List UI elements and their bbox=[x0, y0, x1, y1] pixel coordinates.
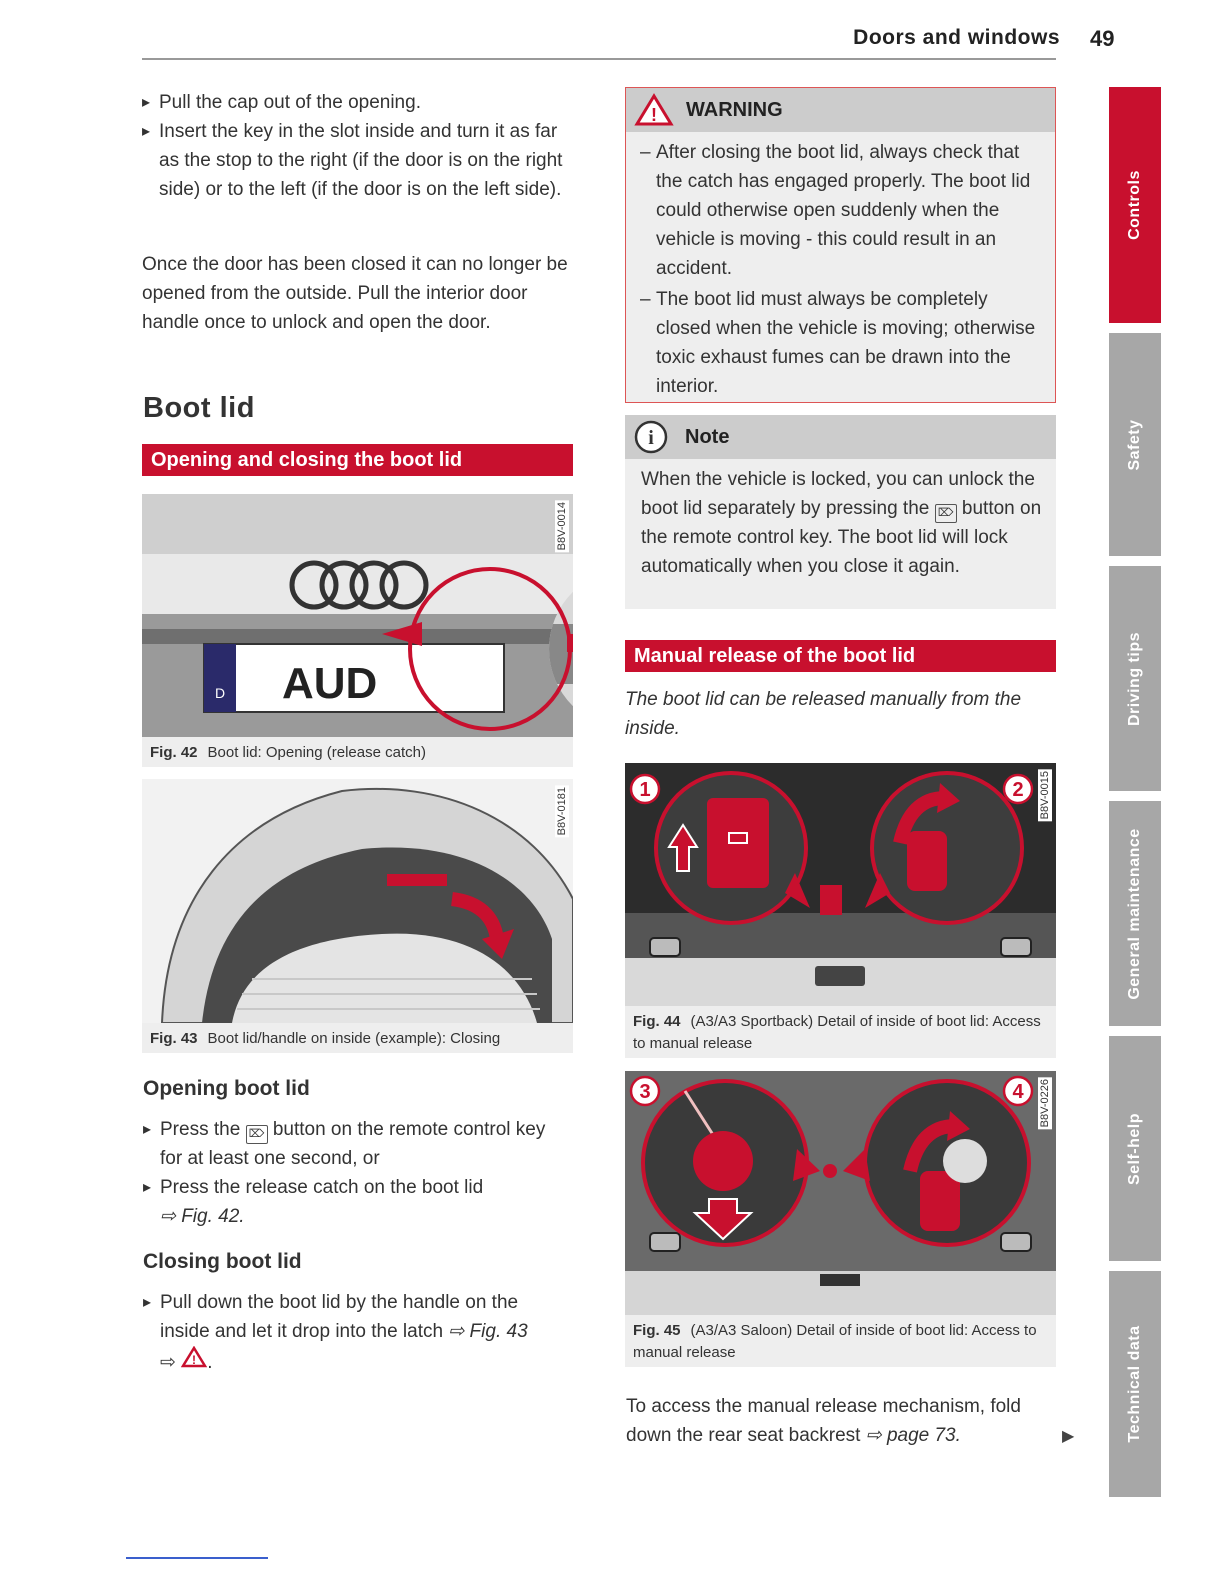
warning-box bbox=[625, 87, 1056, 403]
access-release-text bbox=[626, 1392, 1058, 1450]
tab-controls-label: Controls bbox=[1126, 170, 1143, 240]
figure-44-number: Fig. 44 bbox=[633, 1013, 681, 1030]
manual-release-saloon-illustration bbox=[625, 1071, 1056, 1315]
warning-reference-arrow[interactable]: ⇨ bbox=[160, 1352, 176, 1373]
warning-triangle-icon bbox=[634, 93, 674, 127]
figure-43-caption bbox=[142, 1023, 573, 1053]
warning-item-catch: – After closing the boot lid, always check that the catch has engaged properly. The boot lid could otherwise open suddenly when the vehicle is moving - this could result in an accident. bbox=[626, 138, 1045, 283]
red-heading-opening-closing: Opening and closing the boot lid bbox=[142, 444, 573, 476]
fig42-reference[interactable]: ⇨ Fig. 42. bbox=[160, 1206, 245, 1227]
info-icon bbox=[633, 419, 669, 455]
bullet-press-button bbox=[143, 1115, 563, 1173]
note-text-pre: When the vehicle is locked, you can unlock the boot lid separately by pressing the bbox=[641, 469, 1035, 519]
figure-45-caption-text: (A3/A3 Saloon) Detail of inside of boot lid: Access to manual release bbox=[633, 1322, 1037, 1361]
header-rule bbox=[142, 58, 1056, 60]
tab-general-maintenance[interactable] bbox=[1109, 801, 1161, 1026]
figure-42-code: B8V-0014 bbox=[556, 502, 568, 551]
figure-42-caption bbox=[142, 737, 573, 767]
svg-text:i: i bbox=[648, 427, 654, 449]
bullet-pull-cap: ▸ Pull the cap out of the opening. bbox=[142, 88, 574, 117]
svg-text:!: ! bbox=[192, 1353, 197, 1367]
footer-link-rule bbox=[126, 1557, 268, 1559]
warning-header bbox=[626, 88, 1055, 132]
page-73-reference[interactable]: ⇨ page 73. bbox=[865, 1425, 961, 1446]
closing-bullets bbox=[143, 1288, 573, 1377]
figure-45-code: B8V-0226 bbox=[1039, 1079, 1051, 1128]
figure-45-caption bbox=[625, 1315, 1056, 1367]
tab-self-help-label: Self-help bbox=[1126, 1112, 1143, 1185]
marker-2: 2 bbox=[1012, 779, 1024, 801]
figure-43-image bbox=[142, 779, 573, 1023]
bullet-pull-down: ▸ Pull down the boot lid by the handle on the inside and let it drop into the latch ⇨ Fig. 43 ⇨ ! . bbox=[143, 1288, 573, 1377]
figure-43-caption-text: Boot lid/handle on inside (example): Closing bbox=[207, 1030, 501, 1047]
figure-42-caption-text: Boot lid: Opening (release catch) bbox=[207, 744, 426, 761]
subhead-closing-boot-lid: Closing boot lid bbox=[143, 1250, 302, 1273]
figure-44-caption-text: (A3/A3 Sportback) Detail of inside of boot lid: Access to manual release bbox=[633, 1013, 1041, 1052]
top-bullets bbox=[142, 88, 574, 204]
bullet-press-button-pre: Press the bbox=[160, 1119, 241, 1140]
figure-44-image bbox=[625, 763, 1056, 1006]
warning-items bbox=[626, 132, 1055, 401]
boot-key-icon: ⌦ bbox=[935, 504, 957, 523]
bullet-press-release-catch bbox=[143, 1173, 563, 1231]
manual-release-intro: The boot lid can be released manually from the inside. bbox=[625, 689, 1022, 739]
tab-driving-tips-label: Driving tips bbox=[1126, 631, 1143, 726]
tab-technical-data-label: Technical data bbox=[1126, 1325, 1143, 1443]
note-header bbox=[625, 415, 1056, 459]
page-number: 49 bbox=[1090, 26, 1115, 51]
boot-lid-interior-illustration bbox=[142, 779, 573, 1023]
figure-42-number: Fig. 42 bbox=[150, 744, 198, 761]
tab-technical-data[interactable] bbox=[1109, 1271, 1161, 1497]
note-text-post: button on the remote control key. The boot lid will lock automatically when you close it again. bbox=[641, 498, 1042, 577]
figure-43-number: Fig. 43 bbox=[150, 1030, 198, 1047]
warning-triangle-icon bbox=[181, 1346, 207, 1368]
continue-arrow-icon: ▶ bbox=[1062, 1428, 1075, 1445]
svg-text:!: ! bbox=[651, 105, 657, 125]
figure-44-code: B8V-0015 bbox=[1039, 771, 1051, 820]
boot-key-icon: ⌦ bbox=[246, 1125, 268, 1144]
marker-3: 3 bbox=[639, 1081, 651, 1103]
bullet-release-catch-text: Press the release catch on the boot lid bbox=[160, 1177, 484, 1198]
bullet-press-button-post: button on the remote control key for at least one second, or bbox=[160, 1119, 546, 1169]
figure-42-image bbox=[142, 494, 573, 737]
note-box bbox=[625, 415, 1056, 609]
tab-self-help[interactable] bbox=[1109, 1036, 1161, 1261]
subhead-opening-boot-lid: Opening boot lid bbox=[143, 1077, 310, 1100]
para-door-closed: Once the door has been closed it can no longer be opened from the outside. Pull the interior door handle once to unlock and open the door. bbox=[142, 254, 568, 333]
tab-general-maintenance-label: General maintenance bbox=[1126, 827, 1143, 1000]
red-heading-manual-release: Manual release of the boot lid bbox=[625, 640, 1056, 672]
marker-1: 1 bbox=[639, 779, 651, 801]
plate-country-letter: D bbox=[214, 685, 226, 701]
figure-43-code: B8V-0181 bbox=[556, 787, 568, 836]
bullet-pull-down-text: Pull down the boot lid by the handle on the inside and let it drop into the latch bbox=[160, 1292, 519, 1342]
note-text bbox=[625, 459, 1056, 581]
tab-driving-tips[interactable] bbox=[1109, 566, 1161, 791]
marker-4: 4 bbox=[1012, 1081, 1024, 1103]
tab-controls[interactable] bbox=[1109, 87, 1161, 323]
note-title: Note bbox=[685, 425, 730, 448]
figure-44-caption bbox=[625, 1006, 1056, 1058]
figure-45-number: Fig. 45 bbox=[633, 1322, 681, 1339]
running-header-title: Doors and windows bbox=[853, 26, 1060, 49]
boot-lid-exterior-illustration bbox=[142, 494, 573, 737]
warning-item-exhaust: – The boot lid must always be completely closed when the vehicle is moving; otherwise toxic exhaust fumes can be drawn into the interior. bbox=[626, 285, 1045, 401]
opening-bullets bbox=[143, 1115, 563, 1231]
manual-release-sportback-illustration bbox=[625, 763, 1056, 1006]
section-title-boot-lid: Boot lid bbox=[143, 392, 255, 424]
access-release-body: To access the manual release mechanism, fold down the rear seat backrest bbox=[626, 1396, 1021, 1446]
plate-text: AUD bbox=[282, 659, 378, 708]
tab-safety-label: Safety bbox=[1126, 418, 1143, 471]
warning-title: WARNING bbox=[686, 98, 783, 121]
tab-safety[interactable] bbox=[1109, 333, 1161, 556]
bullet-insert-key: ▸ Insert the key in the slot inside and turn it as far as the stop to the right (if the door is on the right side) or to the left (if the door is on the left side). bbox=[142, 117, 574, 204]
fig43-reference[interactable]: ⇨ Fig. 43 bbox=[448, 1321, 528, 1342]
figure-45-image bbox=[625, 1071, 1056, 1315]
